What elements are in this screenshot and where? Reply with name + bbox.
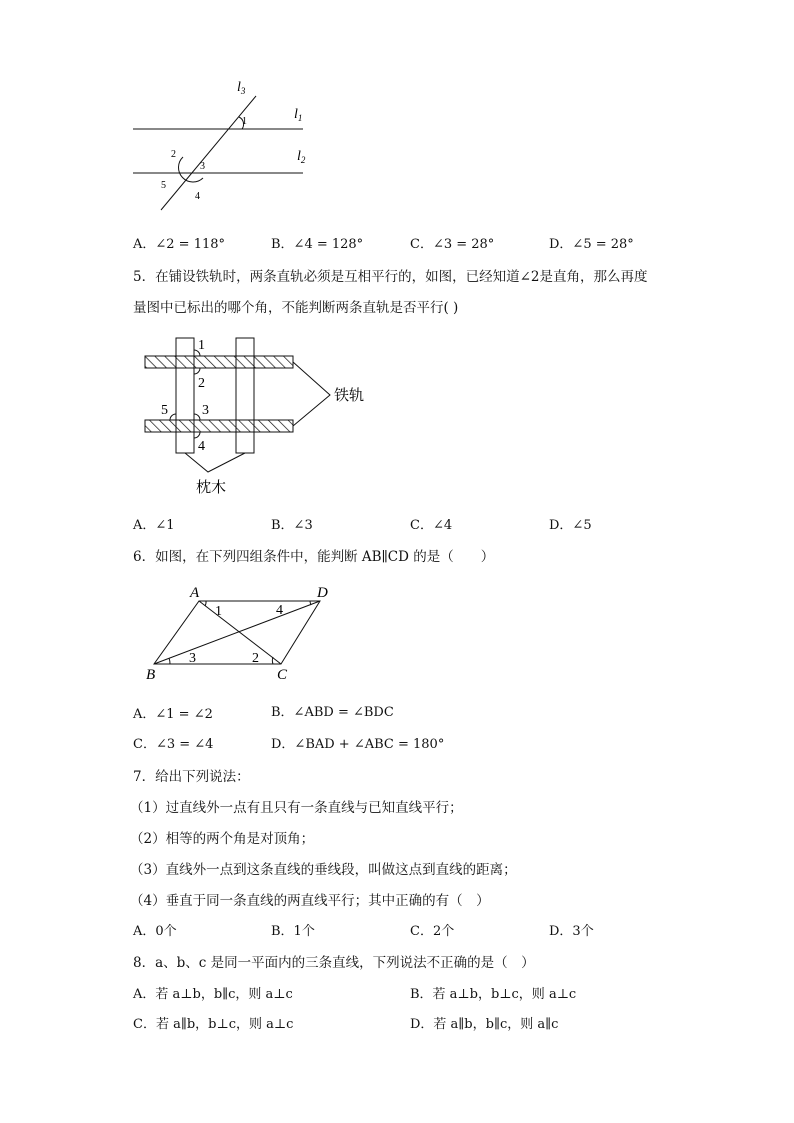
- q6-option-b[interactable]: B．∠ABD = ∠BDC: [271, 705, 394, 720]
- sleeper-right: [236, 338, 254, 453]
- q4-angle3-label: 3: [200, 161, 205, 172]
- q6-angle2-arc: [272, 657, 273, 664]
- q6-diagonal-bd: [154, 601, 320, 664]
- q7-option-b[interactable]: B．1个: [271, 924, 315, 939]
- q6-angle1-arc: [205, 601, 206, 606]
- q4-option-d[interactable]: D．∠5 = 28°: [549, 237, 634, 252]
- q6-vertex-d: D: [317, 585, 328, 601]
- q7-statement-3: （3）直线外一点到这条直线的垂线段，叫做这点到直线的距离；: [130, 862, 517, 878]
- q5-option-a[interactable]: A．∠1: [133, 518, 175, 533]
- rail-bottom: [145, 420, 293, 432]
- q6-angle2-label: 2: [252, 651, 259, 666]
- rail-pointer: [293, 362, 330, 426]
- q6-stem: 6．如图，在下列四组条件中，能判断 AB∥CD 的是（ ）: [133, 549, 495, 565]
- q8-option-a[interactable]: A．若 a⊥b，b∥c，则 a⊥c: [133, 987, 293, 1002]
- q5-stem-line1: 5．在铺设铁轨时，两条直轨必须是互相平行的，如图，已经知道∠2是直角，那么再度: [133, 269, 648, 285]
- q4-option-c[interactable]: C．∠3 = 28°: [410, 237, 495, 252]
- q5-angle4-arc: [194, 432, 200, 438]
- q4-angle2-label: 2: [171, 149, 176, 160]
- rail-top: [145, 356, 293, 368]
- q5-option-c[interactable]: C．∠4: [410, 518, 453, 533]
- q6-vertex-b: B: [146, 667, 156, 683]
- q6-diagonal-ac: [199, 601, 281, 664]
- rail-label: 铁轨: [334, 386, 365, 404]
- q5-option-d[interactable]: D．∠5: [549, 518, 592, 533]
- q6-vertex-a: A: [190, 585, 200, 601]
- q5-angle2-label: 2: [198, 376, 205, 391]
- q6-angle4-label: 4: [276, 603, 283, 618]
- q4-l3-label: $l_3$: [237, 80, 246, 96]
- q4-figure: [125, 72, 325, 217]
- q7-stem: 7．给出下列说法：: [133, 769, 250, 785]
- q4-l1-label: $l_1$: [294, 107, 303, 123]
- sleeper-left: [176, 338, 194, 453]
- q6-option-c[interactable]: C．∠3 = ∠4: [133, 737, 214, 752]
- sleeper-label: 枕木: [196, 478, 227, 496]
- q5-angle3-arc: [194, 414, 200, 420]
- q6-angle3-arc: [169, 658, 170, 664]
- q7-statement-4: （4）垂直于同一条直线的两直线平行；其中正确的有（ ）: [130, 893, 490, 909]
- q6-option-d[interactable]: D．∠BAD + ∠ABC = 180°: [271, 737, 445, 752]
- q5-angle2-arc: [194, 368, 200, 374]
- q6-figure: [140, 580, 340, 685]
- q7-statement-2: （2）相等的两个角是对顶角；: [130, 831, 315, 847]
- q8-option-c[interactable]: C．若 a∥b，b⊥c，则 a⊥c: [133, 1017, 294, 1032]
- q5-angle4-label: 4: [198, 439, 205, 454]
- q5-angle3-label: 3: [202, 403, 209, 418]
- q5-option-b[interactable]: B．∠3: [271, 518, 313, 533]
- q7-option-a[interactable]: A．0个: [133, 924, 177, 939]
- sleeper-pointer: [185, 453, 245, 472]
- q4-option-a[interactable]: A．∠2 = 118°: [133, 237, 226, 252]
- q4-option-b[interactable]: B．∠4 = 128°: [271, 237, 364, 252]
- q6-option-a[interactable]: A．∠1 = ∠2: [133, 707, 213, 722]
- q5-angle5-label: 5: [161, 403, 168, 418]
- q5-angle5-arc: [170, 414, 176, 420]
- q4-l2-label: $l_2$: [297, 149, 306, 165]
- q8-option-b[interactable]: B．若 a⊥b，b⊥c，则 a⊥c: [410, 987, 577, 1002]
- q4-angle5-label: 5: [161, 180, 166, 191]
- q4-angle1-label: 1: [242, 116, 247, 127]
- q6-angle3-label: 3: [189, 651, 196, 666]
- q7-option-c[interactable]: C．2个: [410, 924, 455, 939]
- q6-angle1-label: 1: [215, 604, 222, 619]
- q4-angle4-label: 4: [195, 191, 200, 202]
- q8-stem: 8．a、b、c 是同一平面内的三条直线，下列说法不正确的是（ ）: [133, 955, 535, 971]
- q5-angle1-label: 1: [198, 338, 205, 353]
- q7-option-d[interactable]: D．3个: [549, 924, 594, 939]
- q8-option-d[interactable]: D．若 a∥b，b∥c，则 a∥c: [410, 1017, 559, 1032]
- q7-statement-1: （1）过直线外一点有且只有一条直线与已知直线平行；: [130, 800, 463, 816]
- q5-figure: [140, 332, 380, 500]
- q6-vertex-c: C: [277, 667, 288, 683]
- q5-stem-line2: 量图中已标出的哪个角，不能判断两条直轨是否平行( ): [133, 300, 459, 316]
